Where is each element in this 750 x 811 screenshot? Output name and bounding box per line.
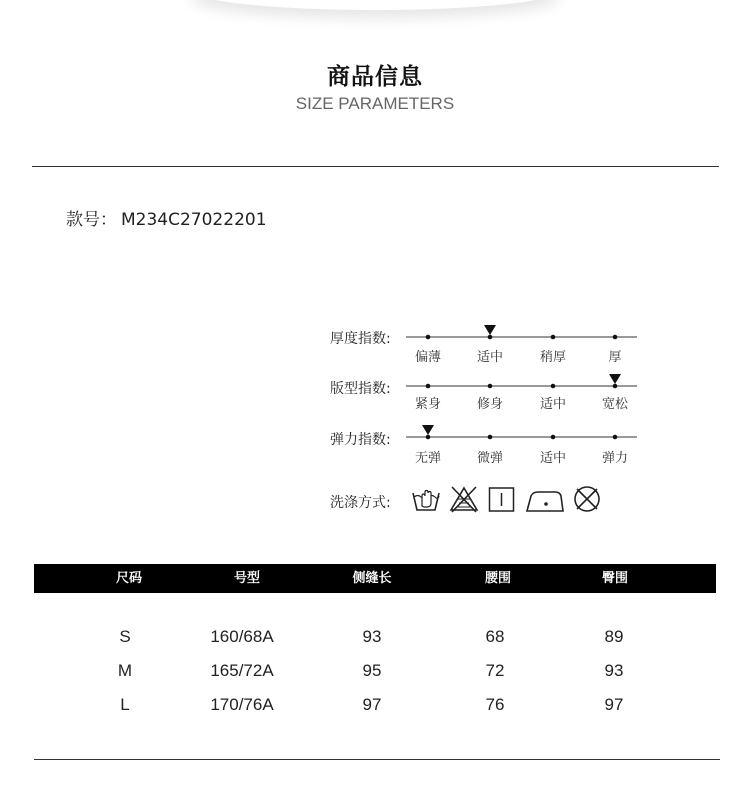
fit-tick-1: 紧身 <box>414 397 441 412</box>
elasticity-tick-2: 微弹 <box>476 451 503 466</box>
fit-tick-4: 宽松 <box>601 397 628 412</box>
style-number-row <box>66 205 267 230</box>
fit-tick-2: 修身 <box>476 397 503 412</box>
elasticity-scale-label: 弹力指数: <box>330 432 391 448</box>
page-title: 商品信息 <box>327 64 423 90</box>
elasticity-scale-line <box>400 422 645 444</box>
bottom-divider <box>34 759 720 760</box>
thickness-tick-4: 厚 <box>608 350 622 365</box>
size-table-header-side-length: 侧缝长 <box>352 571 392 586</box>
low-iron-icon <box>525 484 565 514</box>
fit-scale-marker-icon <box>609 374 621 384</box>
table-cell: S <box>119 627 131 646</box>
top-shadow-decoration <box>190 0 560 10</box>
elasticity-tick-3: 适中 <box>539 451 566 466</box>
elasticity-scale-marker-icon <box>422 425 434 435</box>
top-divider <box>32 166 719 167</box>
table-cell: 93 <box>604 661 624 680</box>
table-cell: 170/76A <box>210 695 274 714</box>
thickness-tick-2: 适中 <box>476 350 503 365</box>
table-cell: 97 <box>604 695 624 714</box>
elasticity-tick-1: 无弹 <box>414 451 441 466</box>
elasticity-tick-4: 弹力 <box>601 451 628 466</box>
size-table-header-waist: 腰围 <box>484 571 511 586</box>
table-cell: 93 <box>362 627 382 646</box>
line-dry-icon <box>487 484 517 514</box>
care-label: 洗涤方式: <box>330 495 391 511</box>
size-table-header-fit: 号型 <box>233 571 260 586</box>
thickness-scale-marker-icon <box>484 325 496 335</box>
table-cell: 160/68A <box>210 627 274 646</box>
style-number-label: 款号： <box>66 210 117 230</box>
table-cell: L <box>120 695 130 714</box>
thickness-scale-label: 厚度指数: <box>330 331 391 347</box>
fit-scale-label: 版型指数: <box>330 381 391 397</box>
table-cell: 72 <box>485 661 505 680</box>
style-number-value: M234C27022201 <box>121 210 267 230</box>
table-cell: 68 <box>485 627 505 646</box>
table-cell: 97 <box>362 695 382 714</box>
table-cell: 165/72A <box>210 661 274 680</box>
no-bleach-icon <box>449 484 479 514</box>
size-table-header-hip: 臀围 <box>601 571 628 586</box>
thickness-scale-line <box>400 322 645 344</box>
thickness-tick-1: 偏薄 <box>414 350 441 365</box>
table-cell: M <box>117 661 133 680</box>
page-subtitle: SIZE PARAMETERS <box>295 94 455 113</box>
no-dry-clean-icon <box>572 484 602 514</box>
thickness-tick-3: 稍厚 <box>539 350 566 365</box>
table-cell: 89 <box>604 627 624 646</box>
size-table-header-size: 尺码 <box>115 571 142 586</box>
table-cell: 95 <box>362 661 382 680</box>
fit-tick-3: 适中 <box>539 397 566 412</box>
hand-wash-icon <box>411 484 441 514</box>
fit-scale-line <box>400 371 645 393</box>
table-cell: 76 <box>485 695 505 714</box>
